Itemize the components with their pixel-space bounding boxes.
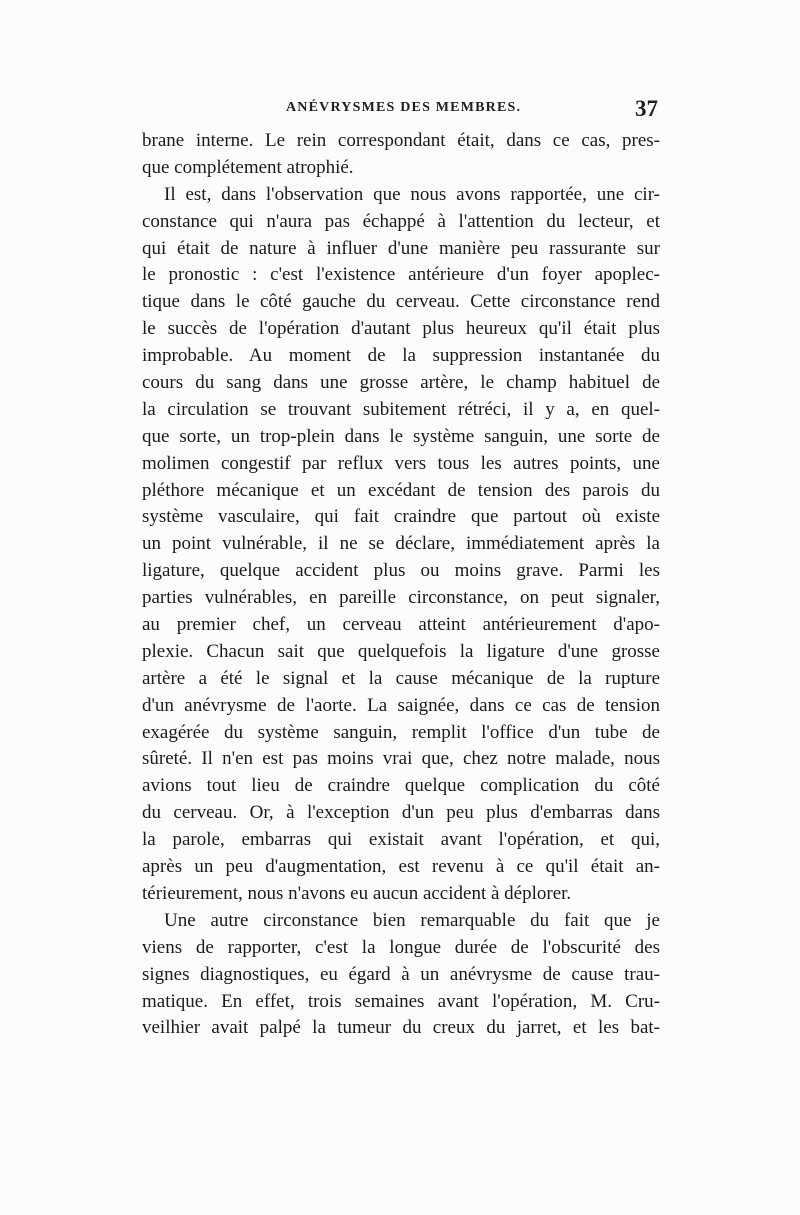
text-line: avions tout lieu de craindre quelque complication du côté bbox=[142, 775, 660, 797]
text-line: que complétement atrophié. bbox=[142, 156, 354, 178]
text-line: matique. En effet, trois semaines avant l'opération, M. Cru- bbox=[142, 990, 660, 1012]
text-line: sûreté. Il n'en est pas moins vrai que, chez notre malade, nous bbox=[142, 748, 660, 770]
text-line: système vasculaire, qui fait craindre que partout où existe bbox=[142, 506, 660, 528]
text-line: au premier chef, un cerveau atteint antérieurement d'apo- bbox=[142, 614, 660, 636]
text-line: cours du sang dans une grosse artère, le champ habituel de bbox=[142, 372, 660, 394]
text-line: la circulation se trouvant subitement rétréci, il y a, en quel- bbox=[142, 398, 660, 420]
text-line: térieurement, nous n'avons eu aucun accident à déplorer. bbox=[142, 882, 572, 904]
page-number: 37 bbox=[635, 96, 658, 121]
text-line: Il est, dans l'observation que nous avons rapportée, une cir- bbox=[164, 183, 660, 205]
text-line: molimen congestif par reflux vers tous les autres points, une bbox=[142, 452, 660, 474]
text-line: exagérée du système sanguin, remplit l'office d'un tube de bbox=[142, 721, 660, 743]
text-line: qui était de nature à influer d'une manière peu rassurante sur bbox=[142, 237, 660, 259]
text-line: d'un anévrysme de l'aorte. La saignée, dans ce cas de tension bbox=[142, 694, 660, 716]
text-line: pléthore mécanique et un excédant de tension des parois du bbox=[142, 479, 660, 501]
text-line: le pronostic : c'est l'existence antérieure d'un foyer apoplec- bbox=[142, 264, 660, 286]
running-title: ANÉVRYSMES DES MEMBRES. bbox=[286, 100, 522, 115]
text-line: improbable. Au moment de la suppression instantanée du bbox=[142, 345, 660, 367]
text-line: viens de rapporter, c'est la longue durée de l'obscurité des bbox=[142, 936, 660, 958]
text-line: après un peu d'augmentation, est revenu à ce qu'il était an- bbox=[142, 856, 660, 878]
text-line: artère a été le signal et la cause mécanique de la rupture bbox=[142, 667, 660, 689]
running-head bbox=[138, 96, 658, 122]
text-line: la parole, embarras qui existait avant l'opération, et qui, bbox=[142, 829, 660, 851]
text-line: le succès de l'opération d'autant plus heureux qu'il était plus bbox=[142, 318, 660, 340]
body-text bbox=[142, 128, 660, 1042]
text-line: que sorte, un trop-plein dans le système sanguin, une sorte de bbox=[142, 425, 660, 447]
text-line: plexie. Chacun sait que quelquefois la ligature d'une grosse bbox=[142, 640, 660, 662]
text-line: parties vulnérables, en pareille circonstance, on peut signaler, bbox=[142, 587, 660, 609]
text-line: veilhier avait palpé la tumeur du creux du jarret, et les bat- bbox=[142, 1017, 660, 1039]
text-line: constance qui n'aura pas échappé à l'attention du lecteur, et bbox=[142, 210, 660, 232]
text-line: Une autre circonstance bien remarquable du fait que je bbox=[164, 909, 660, 931]
text-line: signes diagnostiques, eu égard à un anévrysme de cause trau- bbox=[142, 963, 660, 985]
text-line: tique dans le côté gauche du cerveau. Cette circonstance rend bbox=[142, 291, 660, 313]
text-line: brane interne. Le rein correspondant était, dans ce cas, pres- bbox=[142, 130, 660, 151]
text-line: du cerveau. Or, à l'exception d'un peu plus d'embarras dans bbox=[142, 802, 660, 824]
text-line: ligature, quelque accident plus ou moins grave. Parmi les bbox=[142, 560, 660, 582]
text-line: un point vulnérable, il ne se déclare, immédiatement après la bbox=[142, 533, 660, 555]
